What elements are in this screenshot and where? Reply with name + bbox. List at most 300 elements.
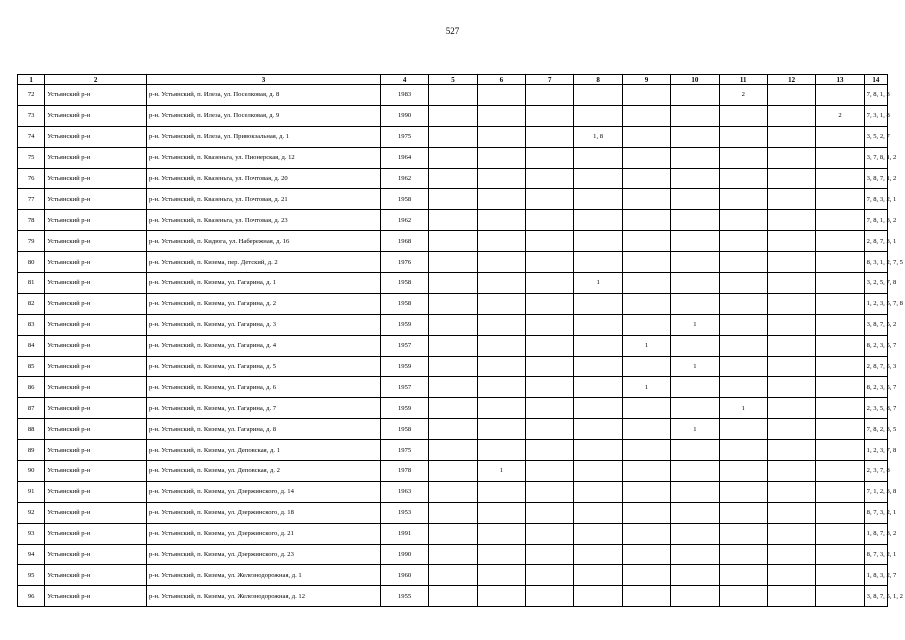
value-cell-col-10 [671, 273, 719, 294]
value-cell-col-12 [767, 523, 815, 544]
address-cell: р-н. Устьянский, п. Кизема, пер. Детский, д. 2 [147, 252, 381, 273]
value-cell-col-13 [816, 126, 864, 147]
row-number-cell: 77 [18, 189, 45, 210]
address-cell: р-н. Устьянский, п. Кизема, ул. Железнодорожная, д. 1 [147, 565, 381, 586]
value-cell-col-6 [477, 314, 525, 335]
value-cell-col-8 [574, 85, 622, 106]
value-cell-col-11 [719, 523, 767, 544]
value-cell-col-10 [671, 565, 719, 586]
address-cell: р-н. Устьянский, п. Кизема, ул. Гагарина, д. 7 [147, 398, 381, 419]
table-row [18, 105, 888, 126]
priority-list-cell: 7, 8, 2, 3, 5 [864, 419, 887, 440]
value-cell-col-9 [622, 440, 670, 461]
value-cell-col-9: 1 [622, 377, 670, 398]
value-cell-col-11 [719, 231, 767, 252]
year-cell: 1955 [380, 586, 428, 607]
table-row [18, 398, 888, 419]
value-cell-col-9 [622, 273, 670, 294]
value-cell-col-13 [816, 210, 864, 231]
value-cell-col-10: 1 [671, 419, 719, 440]
priority-list-cell: 3, 2, 5, 7, 8 [864, 273, 887, 294]
value-cell-col-9 [622, 565, 670, 586]
table-row [18, 147, 888, 168]
table-row [18, 544, 888, 565]
row-number-cell: 75 [18, 147, 45, 168]
value-cell-col-5 [429, 293, 477, 314]
value-cell-col-10 [671, 377, 719, 398]
district-cell: Устьянский р-н [45, 210, 147, 231]
year-cell: 1963 [380, 481, 428, 502]
address-cell: р-н. Устьянский, п. Кизема, ул. Гагарина, д. 8 [147, 419, 381, 440]
district-cell: Устьянский р-н [45, 398, 147, 419]
value-cell-col-8 [574, 481, 622, 502]
value-cell-col-11 [719, 105, 767, 126]
column-header: 13 [816, 75, 864, 85]
column-header: 7 [526, 75, 574, 85]
value-cell-col-8: 1 [574, 273, 622, 294]
table-row [18, 502, 888, 523]
table-row [18, 210, 888, 231]
table-row [18, 189, 888, 210]
value-cell-col-9 [622, 314, 670, 335]
value-cell-col-13 [816, 314, 864, 335]
priority-list-cell: 8, 7, 3, 2, 1 [864, 502, 887, 523]
value-cell-col-5 [429, 231, 477, 252]
row-number-cell: 94 [18, 544, 45, 565]
value-cell-col-12 [767, 210, 815, 231]
value-cell-col-6 [477, 356, 525, 377]
value-cell-col-8 [574, 314, 622, 335]
value-cell-col-5 [429, 168, 477, 189]
row-number-cell: 74 [18, 126, 45, 147]
address-cell: р-н. Устьянский, п. Квазеньга, ул. Почтовая, д. 21 [147, 189, 381, 210]
value-cell-col-8 [574, 565, 622, 586]
value-cell-col-9 [622, 231, 670, 252]
value-cell-col-7 [526, 85, 574, 106]
value-cell-col-12 [767, 419, 815, 440]
value-cell-col-13 [816, 335, 864, 356]
value-cell-col-12 [767, 168, 815, 189]
value-cell-col-12 [767, 273, 815, 294]
address-cell: р-н. Устьянский, п. Кизема, ул. Гагарина, д. 4 [147, 335, 381, 356]
address-cell: р-н. Устьянский, п. Илеза, ул. Поселковая, д. 8 [147, 85, 381, 106]
value-cell-col-11 [719, 252, 767, 273]
value-cell-col-7 [526, 231, 574, 252]
row-number-cell: 91 [18, 481, 45, 502]
district-cell: Устьянский р-н [45, 105, 147, 126]
value-cell-col-13 [816, 419, 864, 440]
address-cell: р-н. Устьянский, п. Кизема, ул. Гагарина, д. 1 [147, 273, 381, 294]
value-cell-col-7 [526, 440, 574, 461]
value-cell-col-5 [429, 85, 477, 106]
value-cell-col-7 [526, 105, 574, 126]
value-cell-col-6: 1 [477, 461, 525, 482]
value-cell-col-11 [719, 189, 767, 210]
table-row [18, 231, 888, 252]
address-cell: р-н. Устьянский, п. Кизема, ул. Деповская, д. 1 [147, 440, 381, 461]
value-cell-col-10 [671, 440, 719, 461]
priority-list-cell: 2, 3, 5, 8, 7 [864, 398, 887, 419]
value-cell-col-7 [526, 189, 574, 210]
priority-list-cell: 8, 3, 1, 2, 7, 5 [864, 252, 887, 273]
value-cell-col-5 [429, 377, 477, 398]
value-cell-col-9 [622, 356, 670, 377]
address-cell: р-н. Устьянский, п. Квазеньга, ул. Почтовая, д. 23 [147, 210, 381, 231]
value-cell-col-6 [477, 523, 525, 544]
district-cell: Устьянский р-н [45, 481, 147, 502]
value-cell-col-5 [429, 544, 477, 565]
table-row [18, 461, 888, 482]
value-cell-col-10 [671, 502, 719, 523]
row-number-cell: 81 [18, 273, 45, 294]
value-cell-col-12 [767, 314, 815, 335]
value-cell-col-9 [622, 544, 670, 565]
column-header: 3 [147, 75, 381, 85]
address-cell: р-н. Устьянский, п. Илеза, ул. Привокзальная, д. 1 [147, 126, 381, 147]
priority-list-cell: 8, 7, 3, 2, 1 [864, 544, 887, 565]
value-cell-col-5 [429, 314, 477, 335]
value-cell-col-11 [719, 147, 767, 168]
value-cell-col-10 [671, 398, 719, 419]
value-cell-col-6 [477, 377, 525, 398]
year-cell: 1958 [380, 293, 428, 314]
value-cell-col-8: 1, 8 [574, 126, 622, 147]
table-row [18, 335, 888, 356]
row-number-cell: 85 [18, 356, 45, 377]
priority-list-cell: 2, 8, 7, 3, 1 [864, 231, 887, 252]
value-cell-col-9 [622, 147, 670, 168]
priority-list-cell: 8, 2, 3, 5, 7 [864, 377, 887, 398]
address-cell: р-н. Устьянский, п. Квазеньга, ул. Почтовая, д. 20 [147, 168, 381, 189]
page-number: 527 [445, 26, 460, 36]
district-cell: Устьянский р-н [45, 335, 147, 356]
row-number-cell: 79 [18, 231, 45, 252]
value-cell-col-11 [719, 168, 767, 189]
value-cell-col-6 [477, 544, 525, 565]
address-cell: р-н. Устьянский, п. Кизема, ул. Дзержинского, д. 23 [147, 544, 381, 565]
value-cell-col-11 [719, 565, 767, 586]
row-number-cell: 92 [18, 502, 45, 523]
value-cell-col-10 [671, 189, 719, 210]
year-cell: 1958 [380, 189, 428, 210]
priority-list-cell: 1, 2, 3, 5, 7, 8 [864, 293, 887, 314]
address-cell: р-н. Устьянский, п. Кизема, ул. Дзержинского, д. 21 [147, 523, 381, 544]
value-cell-col-5 [429, 273, 477, 294]
value-cell-col-13 [816, 147, 864, 168]
district-cell: Устьянский р-н [45, 502, 147, 523]
value-cell-col-12 [767, 565, 815, 586]
value-cell-col-7 [526, 481, 574, 502]
value-cell-col-6 [477, 398, 525, 419]
value-cell-col-9 [622, 398, 670, 419]
value-cell-col-8 [574, 398, 622, 419]
district-cell: Устьянский р-н [45, 377, 147, 398]
value-cell-col-10 [671, 105, 719, 126]
value-cell-col-11 [719, 586, 767, 607]
address-cell: р-н. Устьянский, п. Кизема, ул. Гагарина, д. 6 [147, 377, 381, 398]
value-cell-col-8 [574, 356, 622, 377]
value-cell-col-12 [767, 85, 815, 106]
value-cell-col-12 [767, 461, 815, 482]
value-cell-col-11: 2 [719, 85, 767, 106]
value-cell-col-6 [477, 293, 525, 314]
value-cell-col-13 [816, 544, 864, 565]
value-cell-col-6 [477, 231, 525, 252]
table-row [18, 356, 888, 377]
year-cell: 1968 [380, 231, 428, 252]
value-cell-col-6 [477, 419, 525, 440]
value-cell-col-10 [671, 481, 719, 502]
year-cell: 1962 [380, 168, 428, 189]
value-cell-col-8 [574, 168, 622, 189]
column-header: 6 [477, 75, 525, 85]
address-cell: р-н. Устьянский, п. Кидюга, ул. Набережная, д. 16 [147, 231, 381, 252]
value-cell-col-8 [574, 147, 622, 168]
value-cell-col-8 [574, 419, 622, 440]
column-header: 9 [622, 75, 670, 85]
column-header: 12 [767, 75, 815, 85]
value-cell-col-6 [477, 85, 525, 106]
value-cell-col-7 [526, 523, 574, 544]
value-cell-col-7 [526, 147, 574, 168]
year-cell: 1960 [380, 565, 428, 586]
year-cell: 1975 [380, 440, 428, 461]
value-cell-col-8 [574, 293, 622, 314]
value-cell-col-8 [574, 335, 622, 356]
value-cell-col-13 [816, 231, 864, 252]
value-cell-col-11 [719, 126, 767, 147]
value-cell-col-8 [574, 231, 622, 252]
column-header: 1 [18, 75, 45, 85]
value-cell-col-8 [574, 377, 622, 398]
year-cell: 1964 [380, 147, 428, 168]
year-cell: 1957 [380, 335, 428, 356]
district-cell: Устьянский р-н [45, 293, 147, 314]
district-cell: Устьянский р-н [45, 273, 147, 294]
value-cell-col-7 [526, 335, 574, 356]
value-cell-col-5 [429, 398, 477, 419]
value-cell-col-13 [816, 85, 864, 106]
row-number-cell: 82 [18, 293, 45, 314]
district-cell: Устьянский р-н [45, 314, 147, 335]
value-cell-col-6 [477, 168, 525, 189]
priority-list-cell: 7, 8, 1, 3, 2 [864, 210, 887, 231]
district-cell: Устьянский р-н [45, 189, 147, 210]
priority-list-cell: 7, 1, 2, 3, 8 [864, 481, 887, 502]
value-cell-col-12 [767, 105, 815, 126]
priority-list-cell: 1, 8, 7, 3, 2 [864, 523, 887, 544]
value-cell-col-13 [816, 252, 864, 273]
value-cell-col-12 [767, 189, 815, 210]
value-cell-col-10 [671, 210, 719, 231]
value-cell-col-12 [767, 377, 815, 398]
district-cell: Устьянский р-н [45, 419, 147, 440]
value-cell-col-11 [719, 419, 767, 440]
year-cell: 1959 [380, 398, 428, 419]
address-cell: р-н. Устьянский, п. Илеза, ул. Поселковая, д. 9 [147, 105, 381, 126]
value-cell-col-10 [671, 85, 719, 106]
value-cell-col-9: 1 [622, 335, 670, 356]
year-cell: 1978 [380, 461, 428, 482]
district-cell: Устьянский р-н [45, 523, 147, 544]
value-cell-col-7 [526, 293, 574, 314]
value-cell-col-9 [622, 293, 670, 314]
value-cell-col-10 [671, 461, 719, 482]
table-row [18, 168, 888, 189]
value-cell-col-5 [429, 419, 477, 440]
priority-list-cell: 3, 8, 7, 5, 2 [864, 314, 887, 335]
value-cell-col-6 [477, 189, 525, 210]
district-cell: Устьянский р-н [45, 356, 147, 377]
district-cell: Устьянский р-н [45, 544, 147, 565]
header-row [18, 75, 888, 85]
value-cell-col-5 [429, 147, 477, 168]
value-cell-col-10 [671, 586, 719, 607]
row-number-cell: 87 [18, 398, 45, 419]
year-cell: 1983 [380, 85, 428, 106]
value-cell-col-12 [767, 544, 815, 565]
value-cell-col-12 [767, 126, 815, 147]
year-cell: 1957 [380, 377, 428, 398]
row-number-cell: 86 [18, 377, 45, 398]
table-body [18, 85, 903, 607]
address-cell: р-н. Устьянский, п. Кизема, ул. Железнодорожная, д. 12 [147, 586, 381, 607]
value-cell-col-12 [767, 398, 815, 419]
value-cell-col-12 [767, 252, 815, 273]
column-header: 4 [380, 75, 428, 85]
value-cell-col-5 [429, 440, 477, 461]
column-header: 14 [864, 75, 887, 85]
column-header: 10 [671, 75, 719, 85]
row-number-cell: 96 [18, 586, 45, 607]
priority-list-cell: 1, 8, 3, 2, 7 [864, 565, 887, 586]
year-cell: 1975 [380, 126, 428, 147]
value-cell-col-11 [719, 502, 767, 523]
value-cell-col-9 [622, 252, 670, 273]
value-cell-col-13 [816, 481, 864, 502]
priority-list-cell: 2, 3, 7, 8 [864, 461, 887, 482]
value-cell-col-9 [622, 168, 670, 189]
value-cell-col-6 [477, 335, 525, 356]
district-cell: Устьянский р-н [45, 147, 147, 168]
value-cell-col-6 [477, 105, 525, 126]
value-cell-col-11 [719, 273, 767, 294]
address-cell: р-н. Устьянский, п. Квазеньга, ул. Пионерская, д. 12 [147, 147, 381, 168]
value-cell-col-10 [671, 335, 719, 356]
value-cell-col-7 [526, 398, 574, 419]
value-cell-col-9 [622, 85, 670, 106]
value-cell-col-7 [526, 544, 574, 565]
value-cell-col-7 [526, 377, 574, 398]
row-number-cell: 72 [18, 85, 45, 106]
value-cell-col-5 [429, 502, 477, 523]
value-cell-col-11 [719, 356, 767, 377]
value-cell-col-11 [719, 210, 767, 231]
value-cell-col-7 [526, 586, 574, 607]
table-row [18, 293, 888, 314]
table-row [18, 586, 888, 607]
year-cell: 1958 [380, 419, 428, 440]
value-cell-col-6 [477, 252, 525, 273]
priority-list-cell: 7, 8, 1, 3 [864, 85, 887, 106]
priority-list-cell: 8, 2, 3, 5, 7 [864, 335, 887, 356]
value-cell-col-12 [767, 440, 815, 461]
value-cell-col-7 [526, 419, 574, 440]
priority-list-cell: 7, 8, 3, 2, 1 [864, 189, 887, 210]
value-cell-col-12 [767, 502, 815, 523]
priority-list-cell: 3, 7, 8, 1, 2 [864, 147, 887, 168]
value-cell-col-5 [429, 523, 477, 544]
value-cell-col-9 [622, 126, 670, 147]
value-cell-col-8 [574, 586, 622, 607]
value-cell-col-7 [526, 126, 574, 147]
value-cell-col-6 [477, 586, 525, 607]
value-cell-col-9 [622, 481, 670, 502]
value-cell-col-9 [622, 586, 670, 607]
value-cell-col-8 [574, 440, 622, 461]
column-header: 8 [574, 75, 622, 85]
value-cell-col-8 [574, 502, 622, 523]
value-cell-col-6 [477, 126, 525, 147]
value-cell-col-10 [671, 126, 719, 147]
column-header: 2 [45, 75, 147, 85]
value-cell-col-13 [816, 273, 864, 294]
district-cell: Устьянский р-н [45, 126, 147, 147]
value-cell-col-9 [622, 189, 670, 210]
row-number-cell: 73 [18, 105, 45, 126]
value-cell-col-5 [429, 210, 477, 231]
priority-list-cell: 3, 5, 2, 7 [864, 126, 887, 147]
value-cell-col-10 [671, 252, 719, 273]
value-cell-col-12 [767, 481, 815, 502]
value-cell-col-9 [622, 419, 670, 440]
value-cell-col-6 [477, 147, 525, 168]
year-cell: 1991 [380, 523, 428, 544]
row-number-cell: 80 [18, 252, 45, 273]
value-cell-col-12 [767, 356, 815, 377]
table-row [18, 273, 888, 294]
value-cell-col-10: 1 [671, 314, 719, 335]
year-cell: 1962 [380, 210, 428, 231]
value-cell-col-6 [477, 502, 525, 523]
value-cell-col-7 [526, 356, 574, 377]
table-row [18, 565, 888, 586]
value-cell-col-9 [622, 105, 670, 126]
value-cell-col-5 [429, 356, 477, 377]
value-cell-col-13 [816, 398, 864, 419]
value-cell-col-9 [622, 502, 670, 523]
year-cell: 1990 [380, 544, 428, 565]
value-cell-col-8 [574, 105, 622, 126]
value-cell-col-11 [719, 481, 767, 502]
row-number-cell: 83 [18, 314, 45, 335]
value-cell-col-13 [816, 189, 864, 210]
value-cell-col-13 [816, 293, 864, 314]
column-header: 11 [719, 75, 767, 85]
row-number-cell: 90 [18, 461, 45, 482]
housing-register-table [17, 74, 903, 607]
row-number-cell: 84 [18, 335, 45, 356]
value-cell-col-6 [477, 565, 525, 586]
district-cell: Устьянский р-н [45, 231, 147, 252]
value-cell-col-6 [477, 210, 525, 231]
address-cell: р-н. Устьянский, п. Кизема, ул. Гагарина, д. 5 [147, 356, 381, 377]
table-row [18, 377, 888, 398]
value-cell-col-6 [477, 273, 525, 294]
value-cell-col-5 [429, 461, 477, 482]
value-cell-col-13 [816, 502, 864, 523]
address-cell: р-н. Устьянский, п. Кизема, ул. Гагарина, д. 3 [147, 314, 381, 335]
